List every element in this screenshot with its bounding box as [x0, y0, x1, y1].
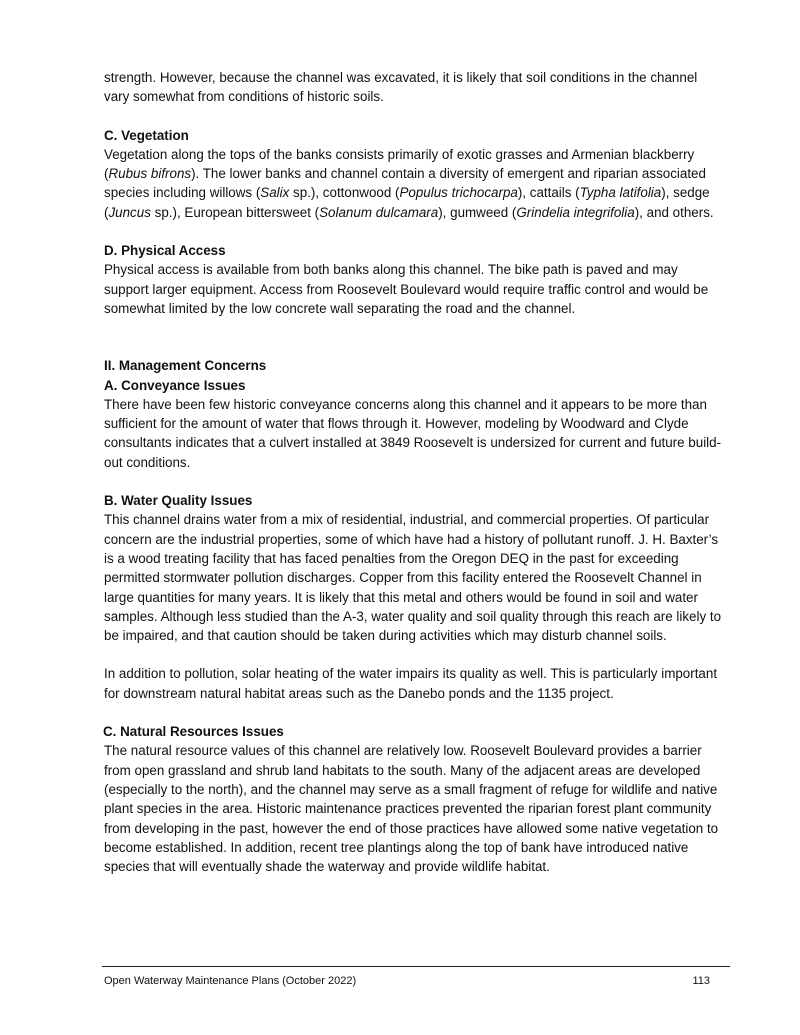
footer-title: Open Waterway Maintenance Plans (October 2022)	[104, 975, 357, 987]
page-footer	[104, 974, 710, 988]
physical-access-paragraph: Physical access is available from both banks along this channel. The bike path is paved and may support larger equipment. Access from Roosevelt Boulevard would require traffic control and would be somewhat limited by the low concrete wall separating the road and the channel.	[104, 262, 709, 316]
vegetation-paragraph: Vegetation along the tops of the banks consists primarily of exotic grasses and Armenian blackberry (Rubus bifrons). The lower banks and channel contain a diversity of emergent and riparian associated species including willows (Salix sp.), cottonwood (Populus trichocarpa), cattails (Typha latifolia), sedge (Juncus sp.), European bittersweet (Solanum dulcamara), gumweed (Grindelia integrifolia), and others.	[104, 146, 714, 220]
conveyance-paragraph: There have been few historic conveyance concerns along this channel and it appears to be more than sufficient for the amount of water that flows through it. However, modeling by Woodward and Clyde consultants indicates that a culvert installed at 3849 Roosevelt is undersized for current and future build-out conditions.	[104, 396, 722, 470]
page-content	[104, 68, 724, 876]
water-quality-paragraph: This channel drains water from a mix of residential, industrial, and commercial properties. Of particular concern are the industrial properties, some of which have had a history of pollutant runoff. J. H. Baxter’s is a wood treating facility that has faced penalties from the Oregon DEQ in the past for exceeding permitted stormwater pollution discharges. Copper from this facility entered the Roosevelt Channel in large quantities for many years. It is likely that this metal and others would be found in soil and water samples. Although less studied than the A-3, water quality and soil quality through this reach are likely to be impaired, and that caution should be taken during activities which may disturb channel soils.	[104, 512, 722, 644]
water-quality-paragraph-2: In addition to pollution, solar heating of the water impairs its quality as well. This is particularly important for downstream natural habitat areas such as the Danebo ponds and the 1135 project.	[104, 666, 718, 701]
natural-resources-paragraph: The natural resource values of this channel are relatively low. Roosevelt Boulevard provides a barrier from open grassland and shrub land habitats to the south. Many of the adjacent areas are developed (especially to the north), and the channel may serve as a small fragment of refuge for wildlife and native plant species in the area. Historic maintenance practices prevented the riparian forest plant community from developing in the past, however the end of those practices have allowed some native vegetation to become established. In addition, recent tree plantings along the top of bank have introduced native species that will eventually shade the waterway and provide wildlife habitat.	[104, 743, 719, 875]
vegetation-heading: C. Vegetation	[104, 127, 189, 143]
footer-divider	[102, 966, 730, 967]
water-quality-heading: B. Water Quality Issues	[104, 493, 253, 509]
natural-resources-heading: C. Natural Resources Issues	[103, 724, 284, 740]
physical-access-heading: D. Physical Access	[104, 243, 226, 259]
management-concerns-heading: II. Management Concerns	[104, 358, 267, 374]
intro-paragraph: strength. However, because the channel was excavated, it is likely that soil conditions in the channel vary somewhat from conditions of historic soils.	[104, 70, 698, 105]
conveyance-heading: A. Conveyance Issues	[104, 377, 246, 393]
page-number: 113	[692, 975, 710, 987]
